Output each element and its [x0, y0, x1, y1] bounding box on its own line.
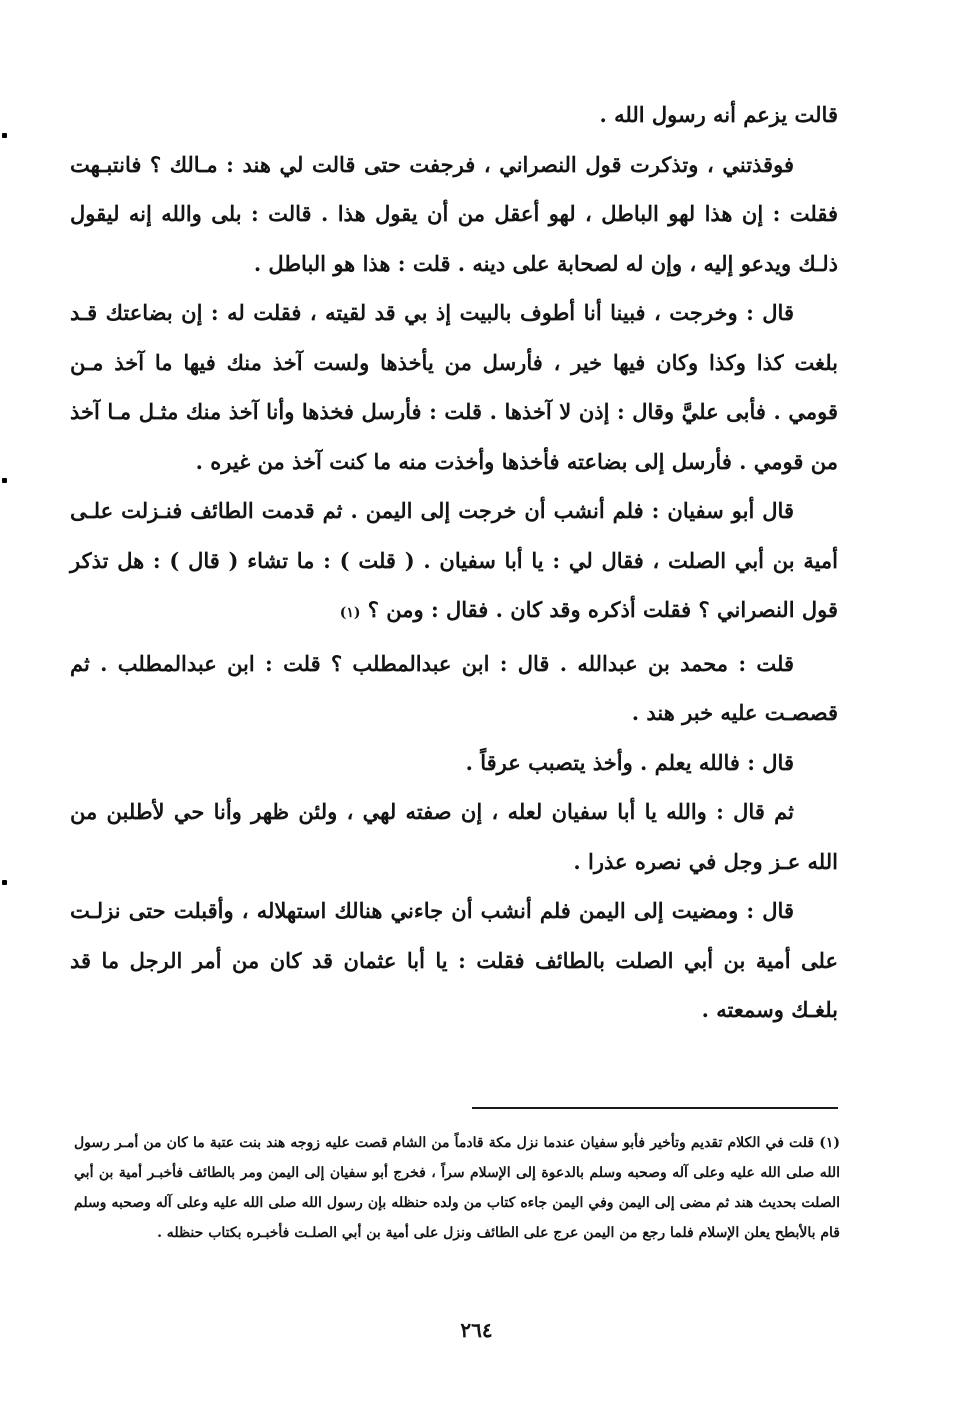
main-text: [70, 90, 838, 1035]
page-number: ٢٦٤: [460, 1318, 493, 1342]
paragraph-3: قال : وخرجت ، فبينا أنا أطوف بالبيت إذ بي قد لقيته ، فقلت له : إن بضاعتك قـد بلغت كذا وكذا وكان فيها خير ، فأرسل من يأخذها ولست آخذ منك فيها ما آخذ مـن قومي . فأبى عليَّ وقال : إذن لا آخذها . قلت : فأرسل فخذها وأنا آخذ منك مثـل مـا آخذ من قومي . فأرسل إلى بضاعته فأخذها وأخذت منه ما كنت آخذ من غيره .: [70, 300, 838, 474]
paragraph-5: قلت : محمد بن عبدالله . قال : ابن عبدالمطلب ؟ قلت : ابن عبدالمطلب . ثم قصصـت عليه خبر هند .: [70, 650, 838, 725]
paragraph-1: قالت يزعم أنه رسول الله .: [599, 102, 838, 127]
footnote-text: (١) قلت في الكلام تقديم وتأخير فأبو سفيان عندما نزل مكة قادماً من الشام قصت عليه زوجه هند بنت عتبة ما كان من أمـر رسول الله صلى الله عليه وعلى آله وصحبه وسلم بالدعوة إلى الإسلام سراً ، فخرج أبو سفيان إلى اليمن ومر بالطائف فأخبـر أمية بن أبي الصلت بحديث هند ثم مضى إلى اليمن وفي اليمن جاءه كتاب من ولده حنظله بإن رسول الله صلى الله عليه وعلى آله وصحبه وسلم قام بالأبطح يعلن الإسلام فلما رجع من اليمن عرج على الطائف ونزل على أمية بن أبي الصلـت فأخبـره بكتاب حنظله .: [74, 1135, 840, 1241]
paragraph-6: قال : فالله يعلم . وأخذ يتصبب عرقاً .: [465, 749, 794, 775]
margin-dot: [2, 880, 7, 885]
margin-dot: [2, 478, 7, 483]
margin-dot: [2, 133, 7, 138]
footnote-divider: [472, 1107, 838, 1109]
paragraph-4-text: قال أبو سفيان : فلم أنشب أن خرجت إلى اليمن . ثم قدمت الطائف فنـزلت علـى أمية بن أبي الصلت ، فقال لي : يا أبا سفيان . ( قلت ) : ما تشاء ( قال ) : هل تذكر قول النصراني ؟ فقلت أذكره وقد كان . فقال : ومن ؟: [70, 498, 838, 622]
paragraph-7: ثم قال : والله يا أبا سفيان لعله ، إن صفته لهي ، ولئن ظهر وأنا حي لأطلبن من الله عـز وجل في نصره عذرا .: [70, 799, 838, 874]
paragraph-4: [70, 486, 838, 639]
footnote-reference: (١): [339, 605, 361, 621]
paragraph-2: فوقذتني ، وتذكرت قول النصراني ، فرجفت حتى قالت لي هند : مـالك ؟ فانتبـهت فقلت : إن هذا لهو الباطل ، لهو أعقل من أن يقول هذا . قالت : بلى والله إنه ليقول ذلـك ويدعو إليه ، وإن له لصحابة على دينه . قلت : هذا هو الباطل .: [70, 151, 838, 276]
footnote-block: [74, 1128, 840, 1248]
paragraph-8: قال : ومضيت إلى اليمن فلم أنشب أن جاءني هنالك استهلاله ، وأقبلت حتى نزلـت على أمية بن أبي الصلت بالطائف فقلت : يا أبا عثمان قد كان من أمر الرجل ما قد بلغـك وسمعته .: [70, 898, 838, 1022]
